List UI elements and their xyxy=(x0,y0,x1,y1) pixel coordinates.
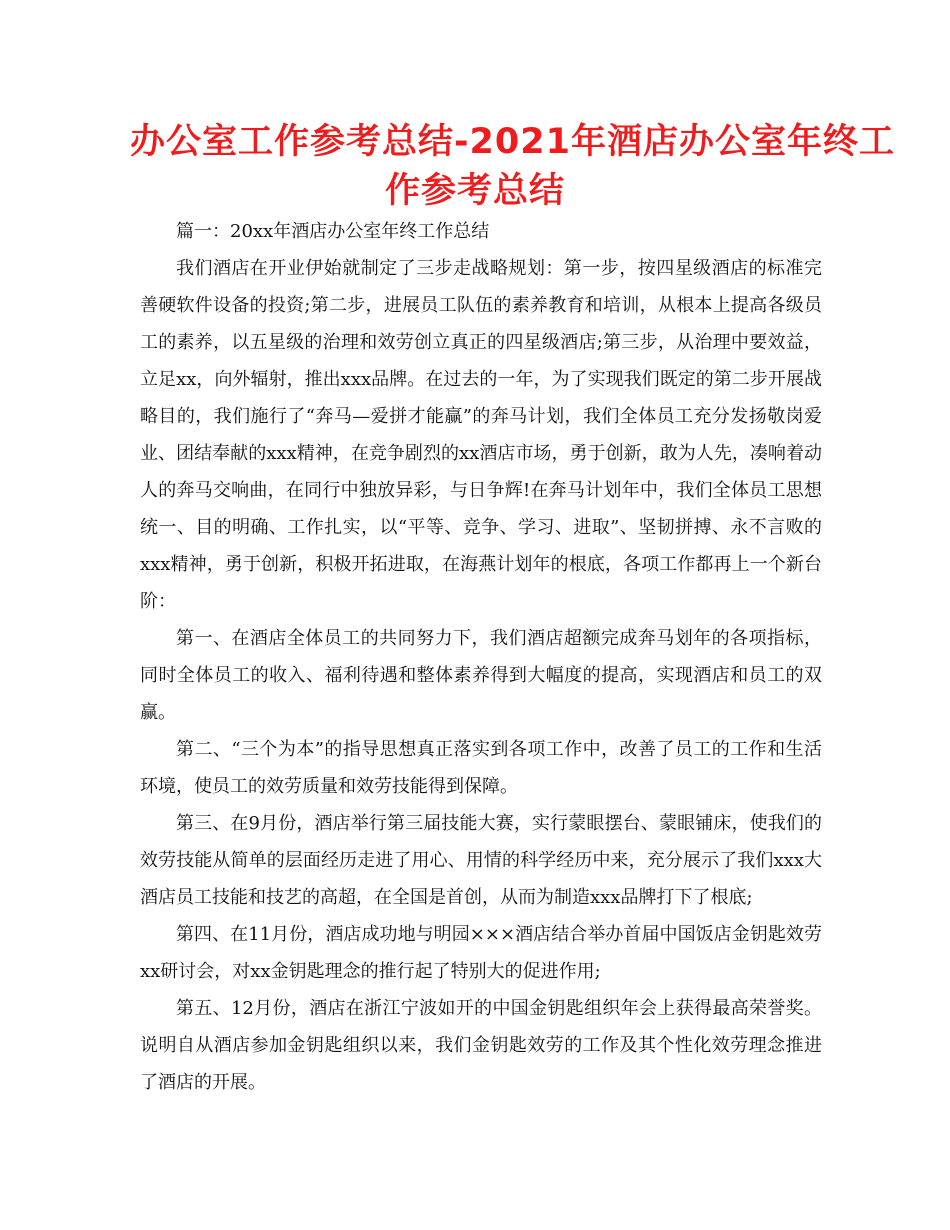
paragraph-intro: 我们酒店在开业伊始就制定了三步走战略规划：第一步，按四星级酒店的标准完善硬软件设备的投资;第二步，进展员工队伍的素养教育和培训，从根本上提高各级员工的素养，以五星级的治理和效劳创立真正的四星级酒店;第三步，从治理中要效益，立足xx，向外辐射，推出xxx品牌。在过去的一年，为了实现我们既定的第二步开展战略目的，我们施行了“奔马—爱拼才能赢”的奔马计划，我们全体员工充分发扬敬岗爱业、团结奉献的xxx精神，在竞争剧烈的xx酒店市场，勇于创新，敢为人先，凑响着动人的奔马交响曲，在同行中独放异彩，与日争辉!在奔马计划年中，我们全体员工思想统一、目的明确、工作扎实，以“平等、竞争、学习、进取”、坚韧拼搏、永不言败的xxx精神，勇于创新，积极开拓进取，在海燕计划年的根底，各项工作都再上一个新台阶： xyxy=(140,258,822,612)
title-line-1: 办公室工作参考总结-2021年酒店办公室年终工 xyxy=(130,122,895,162)
paragraph-third: 第三、在9月份，酒店举行第三届技能大赛，实行蒙眼摆台、蒙眼铺床，使我们的效劳技能从简单的层面经历走进了用心、用情的科学经历中来，充分展示了我们xxx大酒店员工技能和技艺的高超，在全国是首创，从而为制造xxx品牌打下了根底; xyxy=(140,813,822,908)
paragraph-second: 第二、“三个为本”的指导思想真正落实到各项工作中，改善了员工的工作和生活环境，使员工的效劳质量和效劳技能得到保障。 xyxy=(140,739,822,797)
paragraph-fourth: 第四、在11月份，酒店成功地与明园×××酒店结合举办首届中国饭店金钥匙效劳xx研讨会，对xx金钥匙理念的推行起了特别大的促进作用; xyxy=(140,924,822,982)
paragraph-first: 第一、在酒店全体员工的共同努力下，我们酒店超额完成奔马划年的各项指标，同时全体员工的收入、福利待遇和整体素养得到大幅度的提高，实现酒店和员工的双赢。 xyxy=(140,628,822,723)
section-heading: 篇一：20xx年酒店办公室年终工作总结 xyxy=(176,221,490,242)
title-line-2: 作参考总结 xyxy=(384,171,565,211)
document-body xyxy=(140,213,822,1101)
document-title xyxy=(130,118,895,216)
paragraph-fifth: 第五、12月份，酒店在浙江宁波如开的中国金钥匙组织年会上获得最高荣誉奖。说明自从酒店参加金钥匙组织以来，我们金钥匙效劳的工作及其个性化效劳理念推进了酒店的开展。 xyxy=(140,998,822,1093)
